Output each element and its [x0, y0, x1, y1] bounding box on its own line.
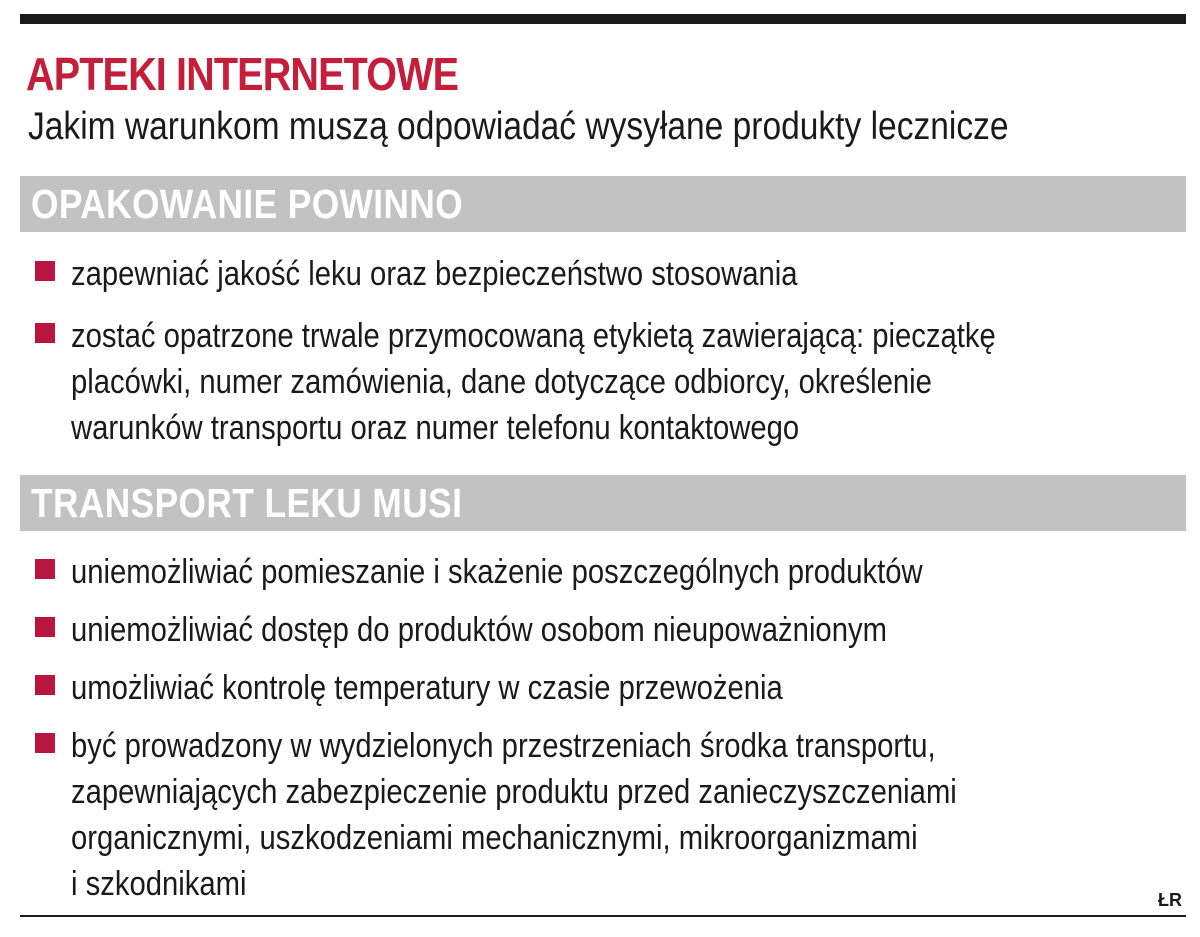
list-item-line: i szkodnikami [71, 865, 247, 903]
list-item-line: być prowadzony w wydzielonych przestrzeniach środka transportu, [71, 727, 936, 765]
square-bullet-icon [35, 323, 55, 343]
section-header-label: OPAKOWANIE POWINNO [31, 181, 464, 227]
packaging-bullet-list [33, 251, 1146, 467]
list-item-text [71, 251, 996, 297]
section-header-label: TRANSPORT LEKU MUSI [31, 480, 463, 526]
square-bullet-icon [35, 261, 55, 281]
list-item-text [71, 549, 957, 595]
page-title: APTEKI INTERNETOWE [26, 48, 459, 100]
list-item [33, 549, 1101, 595]
square-bullet-icon [35, 617, 55, 637]
list-item-text [71, 607, 957, 653]
list-item-line: warunków transportu oraz numer telefonu kontaktowego [71, 409, 800, 447]
list-item [33, 665, 1101, 711]
square-bullet-icon [35, 733, 55, 753]
list-item-line: placówki, numer zamówienia, dane dotyczące odbiorcy, określenie [71, 363, 932, 401]
list-item-line: uniemożliwiać pomieszanie i skażenie poszczególnych produktów [71, 553, 923, 591]
section-header-packaging [20, 176, 1186, 232]
transport-bullet-list [33, 549, 1101, 907]
list-item [33, 251, 1146, 297]
bottom-rule [20, 915, 1186, 917]
list-item [33, 723, 1101, 907]
list-item-text [71, 723, 957, 907]
list-item [33, 607, 1101, 653]
author-credit: ŁR [1158, 890, 1182, 910]
section-header-transport [20, 475, 1186, 531]
list-item-line: zostać opatrzone trwale przymocowaną etykietą zawierającą: pieczątkę [71, 317, 996, 355]
list-item-line: zapewniać jakość leku oraz bezpieczeństwo stosowania [71, 255, 798, 293]
list-item [33, 313, 1146, 451]
page-subtitle: Jakim warunkom muszą odpowiadać wysyłane produkty lecznicze [28, 105, 1009, 148]
list-item-line: organicznymi, uszkodzeniami mechanicznymi, mikroorganizmami [71, 819, 918, 857]
square-bullet-icon [35, 675, 55, 695]
square-bullet-icon [35, 559, 55, 579]
list-item-line: uniemożliwiać dostęp do produktów osobom nieupoważnionym [71, 611, 887, 649]
list-item-text [71, 665, 957, 711]
list-item-line: zapewniających zabezpieczenie produktu przed zanieczyszczeniami [71, 773, 957, 811]
list-item-text [71, 313, 996, 451]
list-item-line: umożliwiać kontrolę temperatury w czasie przewożenia [71, 669, 783, 707]
top-rule [20, 14, 1186, 24]
